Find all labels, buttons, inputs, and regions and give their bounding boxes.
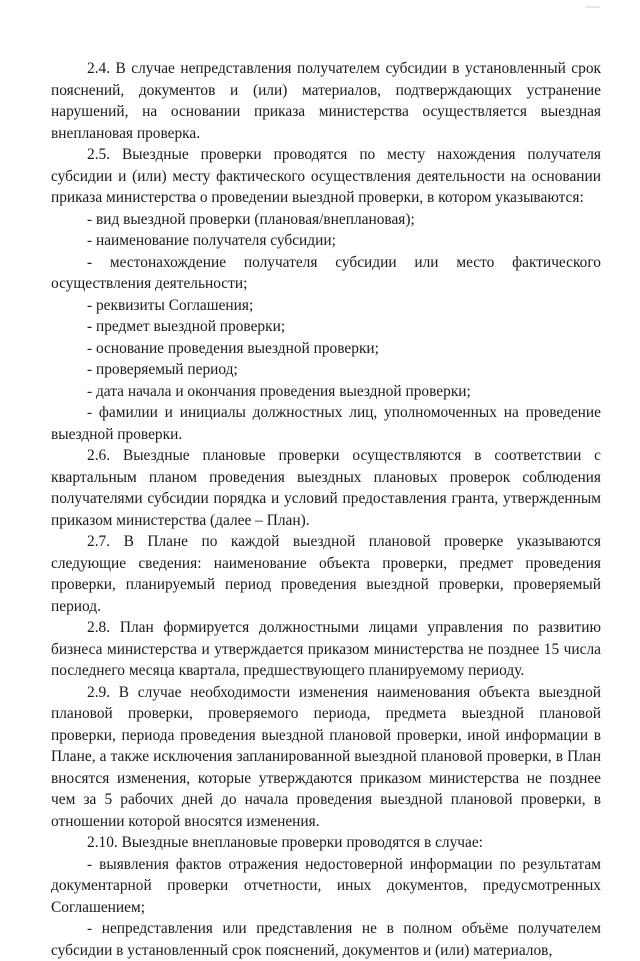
list-item: - реквизиты Соглашения; bbox=[87, 296, 254, 314]
paragraph-2-6: 2.6. Выездные плановые проверки осуществляются в соответствии с квартальным планом проведения выездных плановых проверок соблюдения получателями субсидии порядка и условий предоставления гранта, утвержденным приказом министерства (далее – План). bbox=[51, 447, 601, 529]
paragraph-2-10: 2.10. Выездные внеплановые проверки проводятся в случае: bbox=[87, 834, 483, 851]
list-item: - предмет выездной проверки; bbox=[87, 318, 286, 335]
paragraph-2-7: 2.7. В Плане по каждой выездной плановой проверке указываются следующие сведения: наименование объекта проверки, предмет проведения проверки, планируемый период проведения выездной проверки, проверяемый период. bbox=[51, 533, 601, 615]
list-item: - фамилии и инициалы должностных лиц, уполномоченных на проведение выездной проверки. bbox=[51, 404, 601, 443]
list-item: - дата начала и окончания проведения выездной проверки; bbox=[87, 382, 471, 400]
list-item: - вид выездной проверки (плановая/внеплановая); bbox=[87, 210, 415, 228]
paragraph-2-8: 2.8. План формируется должностными лицами управления по развитию бизнеса министерства и утверждается приказом министерства не позднее 15 числа последнего месяца квартала, предшествующего планируемому периоду. bbox=[51, 619, 601, 679]
list-item: - основание проведения выездной проверки; bbox=[87, 339, 379, 357]
paragraph-2-5: 2.5. Выездные проверки проводятся по месту нахождения получателя субсидии и (или) месту фактического осуществления деятельности на основании приказа министерства о проведении выездной проверки, в котором указываются: bbox=[51, 146, 601, 206]
list-item: - непредставления или представления не в полном объёме получателем субсидии в установленный срок пояснений, документов и (или) материалов, bbox=[51, 920, 601, 959]
list-item: - проверяемый период; bbox=[87, 361, 238, 378]
document-body bbox=[51, 58, 601, 961]
paragraph-2-9: 2.9. В случае необходимости изменения наименования объекта выездной плановой проверки, проверяемого периода, предмета выездной плановой проверки, периода проведения выездной плановой проверки, иной информации в Плане, а также исключения запланированной выездной плановой проверки, в План вносятся изменения, которые утверждаются приказом министерства не позднее чем за 5 рабочих дней до начала проведения выездной плановой проверки, в отношении которой вносятся изменения. bbox=[51, 683, 601, 830]
list-item: - местонахождение получателя субсидии или место фактического осуществления деятельности; bbox=[51, 253, 601, 292]
paragraph-2-4: 2.4. В случае непредставления получателем субсидии в установленный срок пояснений, документов и (или) материалов, подтверждающих устранение нарушений, на основании приказа министерства осуществляется выездная внеплановая проверка. bbox=[51, 60, 601, 142]
list-item: - наименование получателя субсидии; bbox=[87, 232, 336, 249]
list-item: - выявления фактов отражения недостоверной информации по результатам документарной проверки отчетности, иных документов, предусмотренных Соглашением; bbox=[51, 855, 601, 916]
scan-mark bbox=[586, 6, 600, 8]
